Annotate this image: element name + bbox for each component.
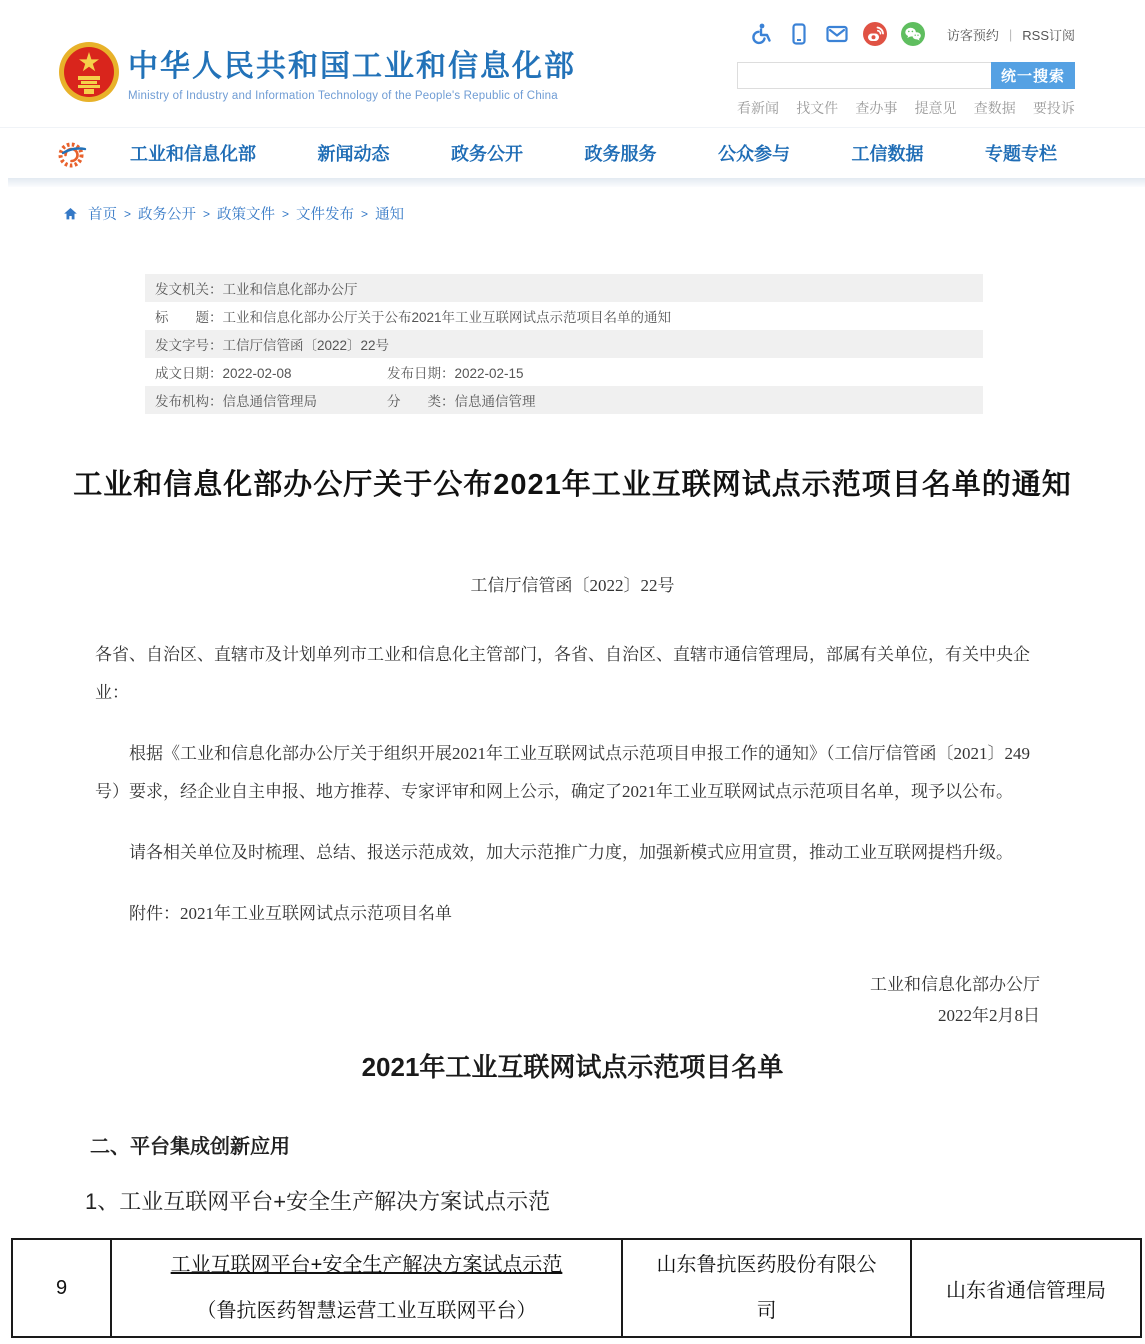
mobile-icon[interactable]	[787, 22, 811, 46]
breadcrumb-home[interactable]: 首页	[88, 207, 117, 223]
meta-row-issuing-agency	[145, 274, 983, 302]
list-category: 二、平台集成创新应用	[90, 1136, 290, 1158]
topbar-icons	[737, 20, 1075, 48]
site-header	[0, 0, 1145, 127]
meta-label: 发文字号：	[155, 338, 223, 353]
nav-item-special-topics[interactable]: 专题专栏	[985, 144, 1057, 164]
document-meta-table	[145, 274, 983, 414]
accessibility-icon[interactable]	[749, 22, 773, 46]
meta-label: 成文日期：	[155, 366, 223, 381]
quick-link-services[interactable]: 查办事	[855, 100, 898, 116]
meta-label: 发文机关：	[155, 282, 223, 297]
nav-divider	[8, 178, 1145, 187]
paragraph-recipients: 各省、自治区、直辖市及计划单列市工业和信息化主管部门，各省、自治区、直辖市通信管理局，部属有关单位，有关中央企业：	[95, 645, 1030, 702]
breadcrumb-gov-disclosure[interactable]: 政务公开	[138, 207, 197, 223]
meta-value: 2022-02-08	[222, 366, 292, 381]
table-row	[12, 1239, 1141, 1337]
site-title: 中华人民共和国工业和信息化部	[128, 50, 576, 83]
wechat-icon[interactable]	[901, 22, 925, 46]
search-button[interactable]: 统一搜索	[991, 62, 1075, 89]
quick-link-complain[interactable]: 要投诉	[1032, 100, 1075, 116]
nav-item-gov-services[interactable]: 政务服务	[584, 144, 657, 164]
breadcrumb-policy-files[interactable]: 政策文件	[217, 207, 276, 223]
meta-label: 发布机构：	[155, 394, 223, 409]
meta-label: 分 类：	[387, 394, 455, 409]
breadcrumb	[0, 187, 1145, 230]
project-name-link[interactable]: 工业互联网平台+安全生产解决方案试点示范	[170, 1254, 563, 1276]
meta-row-dates	[145, 358, 983, 386]
meta-value: 工业和信息化部办公厅	[222, 282, 358, 297]
company-cell	[622, 1239, 911, 1337]
meta-row-doc-number	[145, 330, 983, 358]
list-subcategory: 1、工业互联网平台+安全生产解决方案试点示范	[85, 1189, 551, 1214]
breadcrumb-file-release[interactable]: 文件发布	[296, 207, 355, 223]
quick-link-news[interactable]: 看新闻	[737, 100, 779, 116]
search-input[interactable]	[737, 62, 991, 89]
meta-value: 工信厅信管函〔2022〕22号	[222, 338, 390, 353]
document-title: 工业和信息化部办公厅关于公布2021年工业互联网试点示范项目名单的通知	[73, 469, 1072, 501]
visitor-appointment-link[interactable]: 访客预约	[946, 27, 999, 43]
topbar-separator: |	[1008, 26, 1013, 42]
breadcrumb-separator: >	[124, 206, 132, 221]
main-nav	[0, 127, 1145, 178]
meta-label: 标 题：	[155, 310, 223, 325]
site-subtitle: Ministry of Industry and Information Technology of the People's Republic of China	[128, 90, 558, 102]
meta-value: 信息通信管理	[454, 394, 536, 409]
document-number: 工信厅信管函〔2022〕22号	[470, 576, 675, 595]
list-heading: 2021年工业互联网试点示范项目名单	[361, 1052, 784, 1082]
breadcrumb-separator: >	[203, 206, 211, 221]
breadcrumb-notice[interactable]: 通知	[375, 207, 405, 223]
meta-value: 工业和信息化部办公厅关于公布2021年工业互联网试点示范项目名单的通知	[222, 310, 672, 325]
breadcrumb-separator: >	[361, 206, 369, 221]
project-table	[11, 1238, 1142, 1338]
meta-label: 发布日期：	[387, 366, 455, 381]
quick-links	[737, 98, 1075, 118]
signature-date: 2022年2月8日	[938, 1006, 1040, 1025]
nav-item-gov-disclosure[interactable]: 政务公开	[451, 144, 523, 164]
quick-link-suggest[interactable]: 提意见	[914, 100, 957, 116]
signature-block	[0, 969, 1145, 1031]
quick-link-data[interactable]: 查数据	[973, 100, 1016, 116]
project-name-subtitle: （鲁抗医药智慧运营工业互联网平台）	[196, 1300, 537, 1322]
authority-cell: 山东省通信管理局	[911, 1239, 1141, 1337]
nav-item-miit[interactable]: 工业和信息化部	[130, 144, 256, 164]
rss-link[interactable]: RSS订阅	[1022, 27, 1075, 43]
meta-value: 信息通信管理局	[222, 394, 317, 409]
signature-agency: 工业和信息化部办公厅	[870, 975, 1040, 994]
mail-icon[interactable]	[825, 22, 849, 46]
meta-row-title	[145, 302, 983, 330]
breadcrumb-separator: >	[282, 206, 290, 221]
company-name: 山东鲁抗医药股份有限公司	[656, 1254, 877, 1322]
miit-logo-icon	[57, 139, 89, 169]
paragraph-request: 请各相关单位及时梳理、总结、报送示范成效，加大示范推广力度，加强新模式应用宣贯，推动工业互联网提档升级。	[129, 843, 1013, 862]
attachment-line[interactable]: 附件：2021年工业互联网试点示范项目名单	[129, 904, 452, 923]
document-body	[95, 636, 1052, 933]
weibo-icon[interactable]	[863, 22, 887, 46]
quick-link-files[interactable]: 找文件	[796, 100, 839, 116]
nav-item-public-participation[interactable]: 公众参与	[718, 144, 790, 164]
nav-item-news[interactable]: 新闻动态	[317, 144, 390, 164]
paragraph-basis: 根据《工业和信息化部办公厅关于组织开展2021年工业互联网试点示范项目申报工作的通知》（工信厅信管函〔2021〕249号）要求，经企业自主申报、地方推荐、专家评审和网上公示，确定了2021年工业互联网试点示范项目名单，现予以公布。	[95, 744, 1030, 801]
project-name-cell	[111, 1239, 622, 1337]
meta-row-publisher	[145, 386, 983, 414]
project-number-cell: 9	[12, 1239, 111, 1337]
national-emblem-icon	[58, 40, 120, 104]
home-icon[interactable]	[62, 206, 79, 222]
nav-item-miit-data[interactable]: 工信数据	[851, 144, 924, 164]
meta-value: 2022-02-15	[454, 366, 524, 381]
